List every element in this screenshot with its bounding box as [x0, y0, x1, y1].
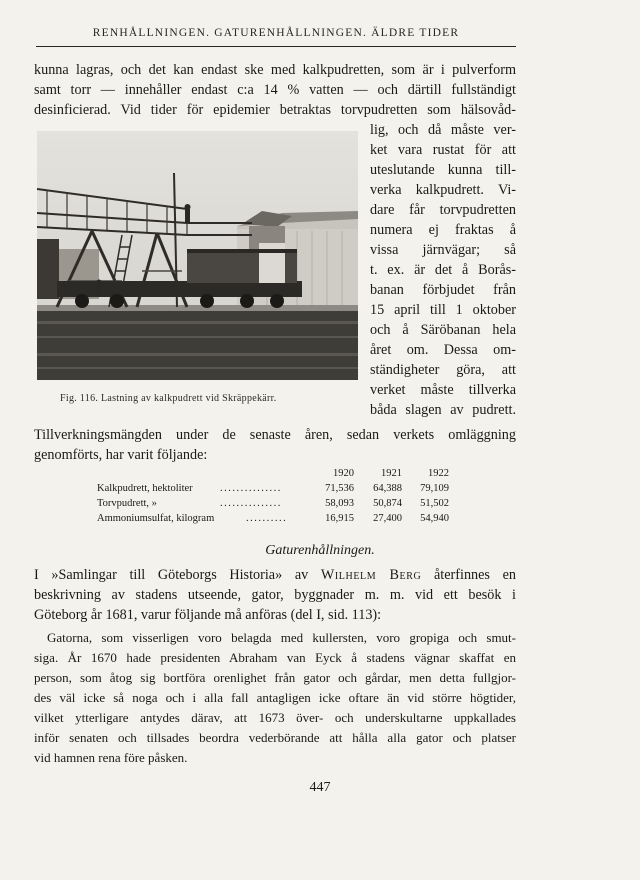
- row-value-1921: 50,874: [373, 498, 402, 509]
- wrap-line-1: lig, och då måste ver-: [370, 122, 516, 138]
- page-number: 447: [309, 780, 331, 795]
- row-leader-dots: ...............: [220, 498, 282, 509]
- row-value-1922: 79,109: [420, 483, 449, 494]
- figure-photograph: [37, 131, 358, 380]
- wrap-line-3: uteslutande kunna till-: [370, 162, 516, 178]
- section-line-1-pre: I »Samlingar till Göteborgs Historia» av: [34, 567, 321, 583]
- wrap-line-2: ket vara rustat för att: [370, 142, 516, 158]
- section-heading: Gaturenhållningen.: [265, 543, 375, 558]
- wrap-line-6: numera ej fraktas å: [370, 222, 516, 238]
- figure-caption: Fig. 116. Lastning av kalkpudrett vid Skräppekärr.: [60, 393, 277, 404]
- year-col-1: 1920: [333, 468, 354, 479]
- section-line-1-post: återfinnes en: [421, 567, 516, 583]
- row-value-1920: 16,915: [325, 513, 354, 524]
- wrap-line-5: dare får torvpudretten: [370, 202, 516, 218]
- intro-line-2: samt torr — innehåller endast c:a 14 % vatten — och därtill fullständigt: [34, 82, 516, 98]
- header-rule: [36, 46, 516, 47]
- row-label: Ammoniumsulfat, kilogram: [97, 513, 215, 524]
- row-label: Kalkpudrett, hektoliter: [97, 483, 193, 494]
- running-head: RENHÅLLNINGEN. GATURENHÅLLNINGEN. ÄLDRE TIDER: [92, 27, 460, 39]
- quote-line-2: siga. År 1670 hade presidenten Abraham van Eyck å stadens vägnar skaffat en: [34, 650, 516, 665]
- wrap-line-10: 15 april till 1 oktober: [370, 302, 516, 318]
- quote-line-5: vilket ytterligare antydes därav, att 1673 över- och underskultarne uppkallades: [34, 710, 516, 725]
- section-line-2: beskrivning av stadens utseende, gator, byggnader m. m. vid ett besök i: [34, 587, 516, 603]
- row-value-1921: 27,400: [373, 513, 402, 524]
- wrap-line-4: verka kalkpudrett. Vi-: [370, 182, 516, 198]
- wrap-line-13: ständigheter göra, att: [370, 362, 516, 378]
- row-label: Torvpudrett, »: [97, 498, 157, 509]
- intro-line-1: kunna lagras, och det kan endast ske med kalkpudretten, som är i pulverform: [34, 62, 516, 78]
- row-leader-dots: ...............: [220, 483, 282, 494]
- year-col-3: 1922: [428, 468, 449, 479]
- year-col-2: 1921: [381, 468, 402, 479]
- section-line-3: Göteborg år 1681, varur följande må anföras (del I, sid. 113):: [34, 607, 382, 623]
- row-value-1922: 51,502: [420, 498, 449, 509]
- wrap-line-11: och å Säröbanan hela: [370, 322, 516, 338]
- wrap-line-15: båda slagen av pudrett.: [370, 402, 516, 418]
- row-value-1920: 71,536: [325, 483, 354, 494]
- row-value-1921: 64,388: [373, 483, 402, 494]
- wrap-line-8: t. ex. är det å Borås-: [370, 262, 516, 278]
- row-value-1922: 54,940: [420, 513, 449, 524]
- wrap-line-14: verket måste tillverka: [370, 382, 516, 398]
- wrap-line-9: banan förbjudet från: [370, 282, 516, 298]
- row-value-1920: 58,093: [325, 498, 354, 509]
- wrap-line-12: året om. Dessa om-: [370, 342, 516, 358]
- row-leader-dots: ..........: [246, 513, 288, 524]
- quote-line-1: Gatorna, som visserligen voro belagda med kullersten, voro gropiga och smut-: [47, 630, 516, 645]
- production-line-2: genomförts, har varit följande:: [34, 447, 208, 463]
- quote-line-6: inför senaten och tillsades beordra vederbörande att hålla alla gator och platser: [34, 730, 516, 745]
- author-name: Wilhelm Berg: [320, 567, 422, 583]
- intro-line-3: desinficierad. Vid tider för epidemier betraktas torvpudretten som hälsovåd-: [34, 102, 516, 118]
- production-line-1: Tillverkningsmängden under de senaste åren, sedan verkets omläggning: [34, 427, 516, 443]
- wrap-line-7: vissa järnvägar; så: [370, 242, 516, 258]
- section-line-1: [34, 565, 516, 585]
- quote-line-7: vid hamnen rena före påsken.: [34, 750, 188, 765]
- quote-line-3: person, som åtog sig bortföra orenlighet från gator och gårdar, men detta fullgjor-: [34, 670, 516, 685]
- loading-platform-illustration: [37, 131, 358, 380]
- quote-line-4: des väl icke så noga och i alla fall antagligen icke oftare än vid större högtider,: [34, 690, 516, 705]
